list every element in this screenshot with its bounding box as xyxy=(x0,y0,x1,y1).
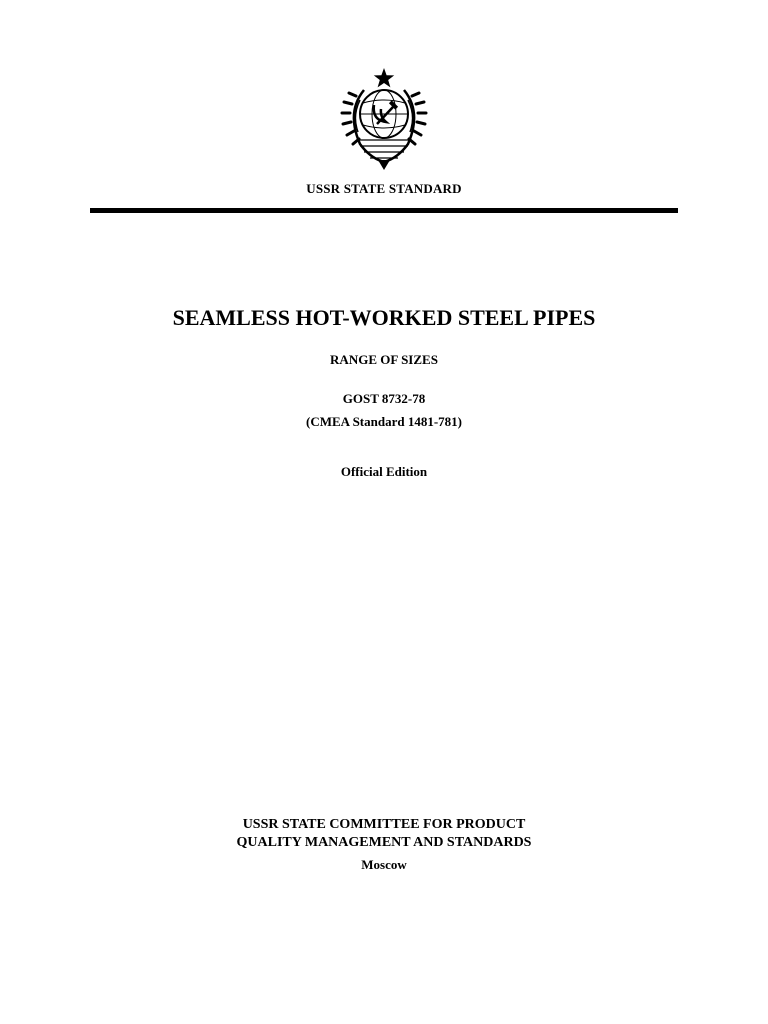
standard-header-label: USSR STATE STANDARD xyxy=(306,181,462,196)
publisher-line-1: USSR STATE COMMITTEE FOR PRODUCT xyxy=(242,817,526,832)
publisher-city: Moscow xyxy=(361,857,407,872)
publisher-line-2: QUALITY MANAGEMENT AND STANDARDS xyxy=(236,835,532,850)
document-title: SEAMLESS HOT-WORKED STEEL PIPES xyxy=(172,305,596,330)
header-rule-divider xyxy=(90,208,678,213)
document-subtitle: RANGE OF SIZES xyxy=(330,352,438,367)
ussr-state-emblem-icon xyxy=(334,66,434,176)
equivalent-standard: (CMEA Standard 1481-781) xyxy=(305,414,462,429)
edition-label: Official Edition xyxy=(340,464,428,479)
standard-designation: GOST 8732-78 xyxy=(342,391,426,406)
